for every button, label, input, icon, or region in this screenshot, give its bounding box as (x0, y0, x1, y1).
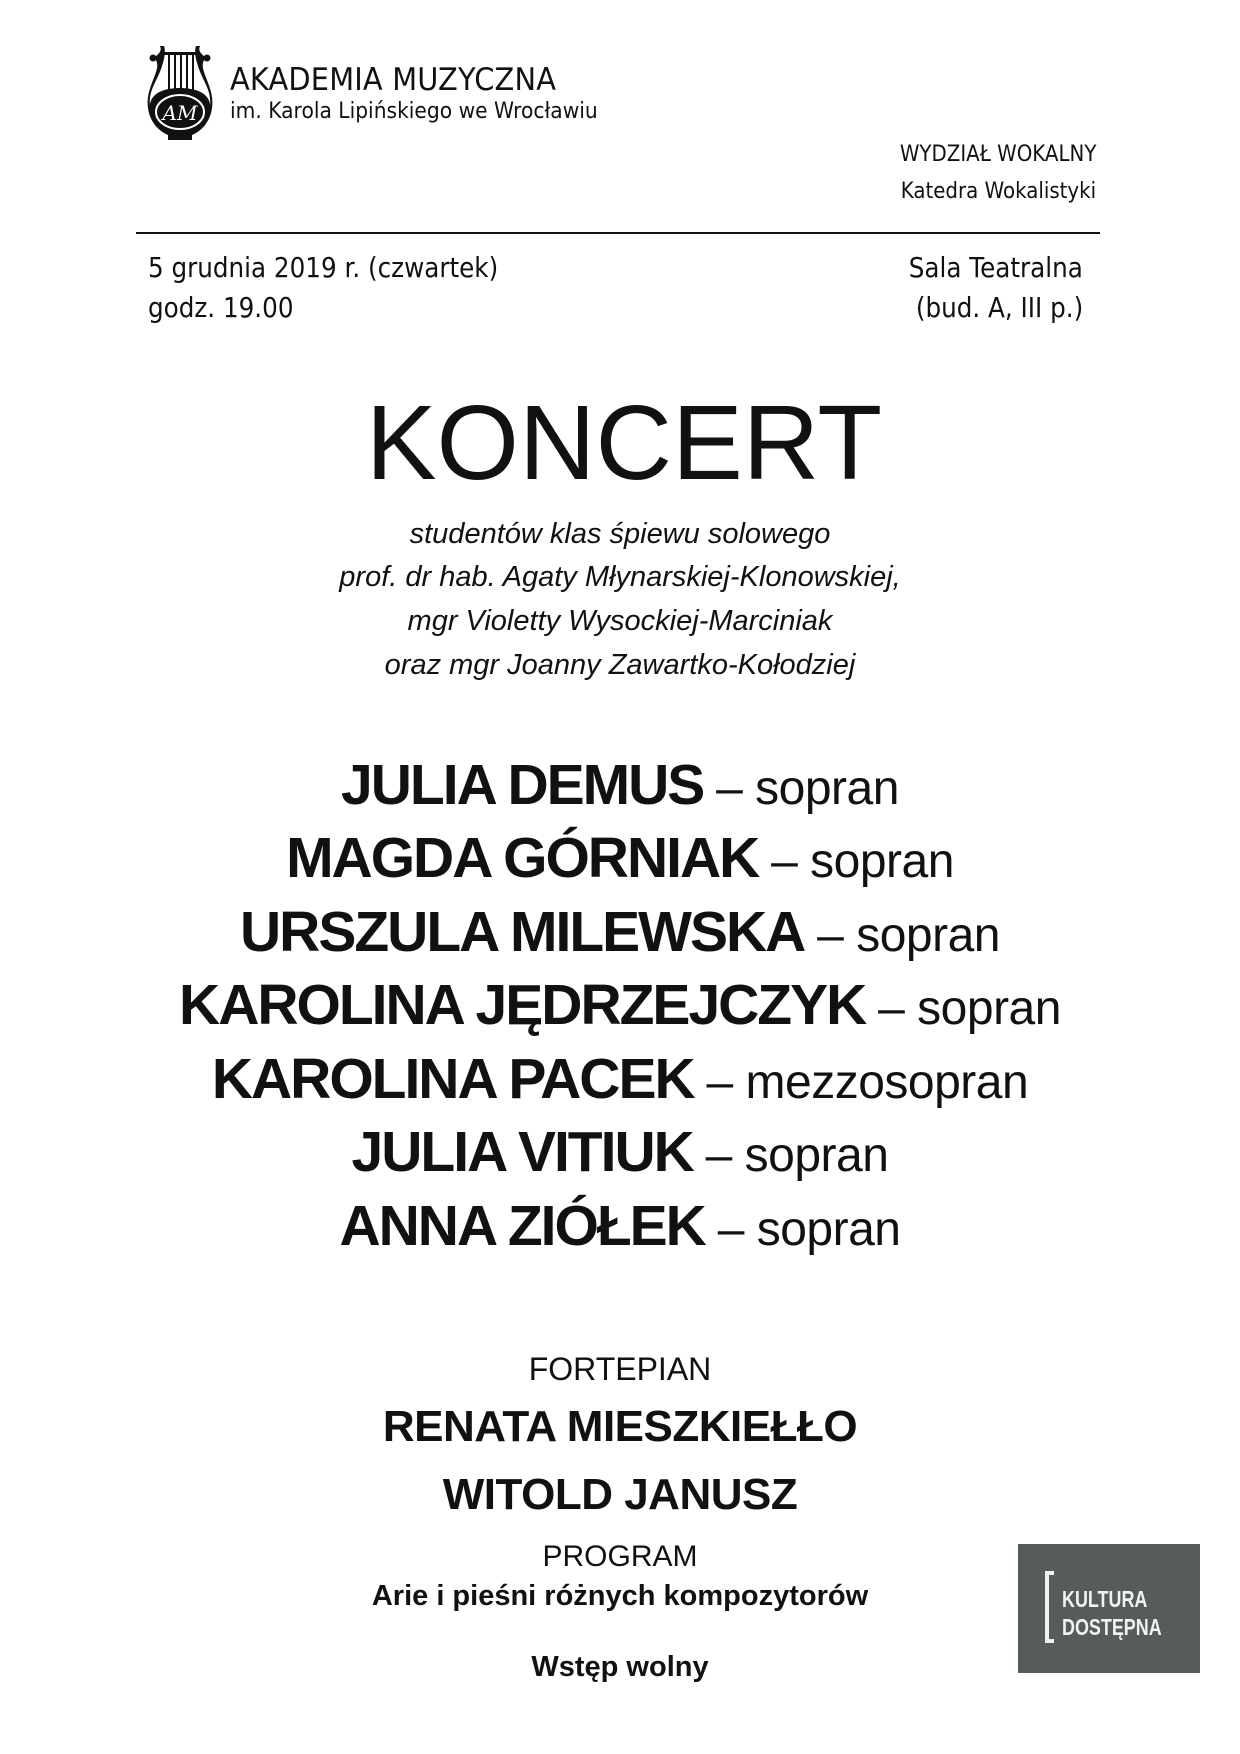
performer-name: ANNA ZIÓŁEK (339, 1194, 705, 1258)
performer-name: JULIA DEMUS (341, 753, 704, 817)
performer-name: KAROLINA JĘDRZEJCZYK (179, 973, 866, 1037)
subtitle-line: prof. dr hab. Agaty Młynarskiej-Klonowskiej, (339, 561, 901, 593)
event-venue-detail: (bud. A, III p.) (915, 291, 1083, 324)
program-description: Arie i pieśni różnych kompozytorów (371, 1580, 869, 1612)
performer-voice: – sopran (804, 909, 1000, 962)
department-name: Katedra Wokalistyki (900, 179, 1096, 204)
performer-voice: – mezzosopran (693, 1056, 1029, 1109)
header-divider (136, 232, 1100, 234)
kultura-dostepna-badge (1018, 1544, 1200, 1673)
performer-voice: – sopran (692, 1129, 889, 1182)
concert-title: KONCERT (365, 384, 883, 502)
performer-voice: – sopran (865, 982, 1061, 1035)
performer-item (0, 826, 1240, 890)
performer-item (0, 1047, 1240, 1111)
performer-voice: – sopran (703, 762, 899, 815)
badge-line-2: DOSTĘPNA (1062, 1614, 1162, 1640)
pianist-name: RENATA MIESZKIEŁŁO (382, 1402, 858, 1451)
performer-item (0, 753, 1240, 817)
performer-item (0, 1120, 1240, 1184)
program-label: PROGRAM (542, 1540, 698, 1573)
event-date: 5 grudnia 2019 r. (czwartek) (148, 251, 499, 284)
performer-voice: – sopran (758, 835, 954, 888)
institution-subtitle: im. Karola Lipińskiego we Wrocławiu (230, 98, 598, 124)
subtitle-line: studentów klas śpiewu solowego (409, 518, 831, 550)
admission-info: Wstęp wolny (531, 1651, 709, 1683)
institution-name: AKADEMIA MUZYCZNA (230, 62, 557, 98)
faculty-name: WYDZIAŁ WOKALNY (899, 142, 1096, 167)
bracket-icon (1045, 1571, 1054, 1643)
pianist-name: WITOLD JANUSZ (442, 1470, 798, 1519)
performer-voice: – sopran (704, 1203, 901, 1256)
performer-name: KAROLINA PACEK (211, 1047, 694, 1111)
badge-line-1: KULTURA (1062, 1586, 1148, 1612)
performer-name: JULIA VITIUK (351, 1120, 693, 1184)
performer-name: URSZULA MILEWSKA (240, 900, 805, 964)
performer-item (0, 900, 1240, 964)
performer-item (0, 1194, 1240, 1258)
svg-text:AM: AM (162, 101, 198, 125)
performer-item (0, 973, 1240, 1037)
subtitle-line: mgr Violetty Wysockiej-Marciniak (407, 605, 833, 637)
piano-label: FORTEPIAN (528, 1351, 712, 1387)
event-time: godz. 19.00 (148, 291, 294, 324)
performer-name: MAGDA GÓRNIAK (286, 826, 759, 890)
event-venue: Sala Teatralna (908, 251, 1083, 284)
subtitle-line: oraz mgr Joanny Zawartko-Kołodziej (384, 649, 856, 681)
lyre-am-logo-icon (146, 46, 214, 140)
